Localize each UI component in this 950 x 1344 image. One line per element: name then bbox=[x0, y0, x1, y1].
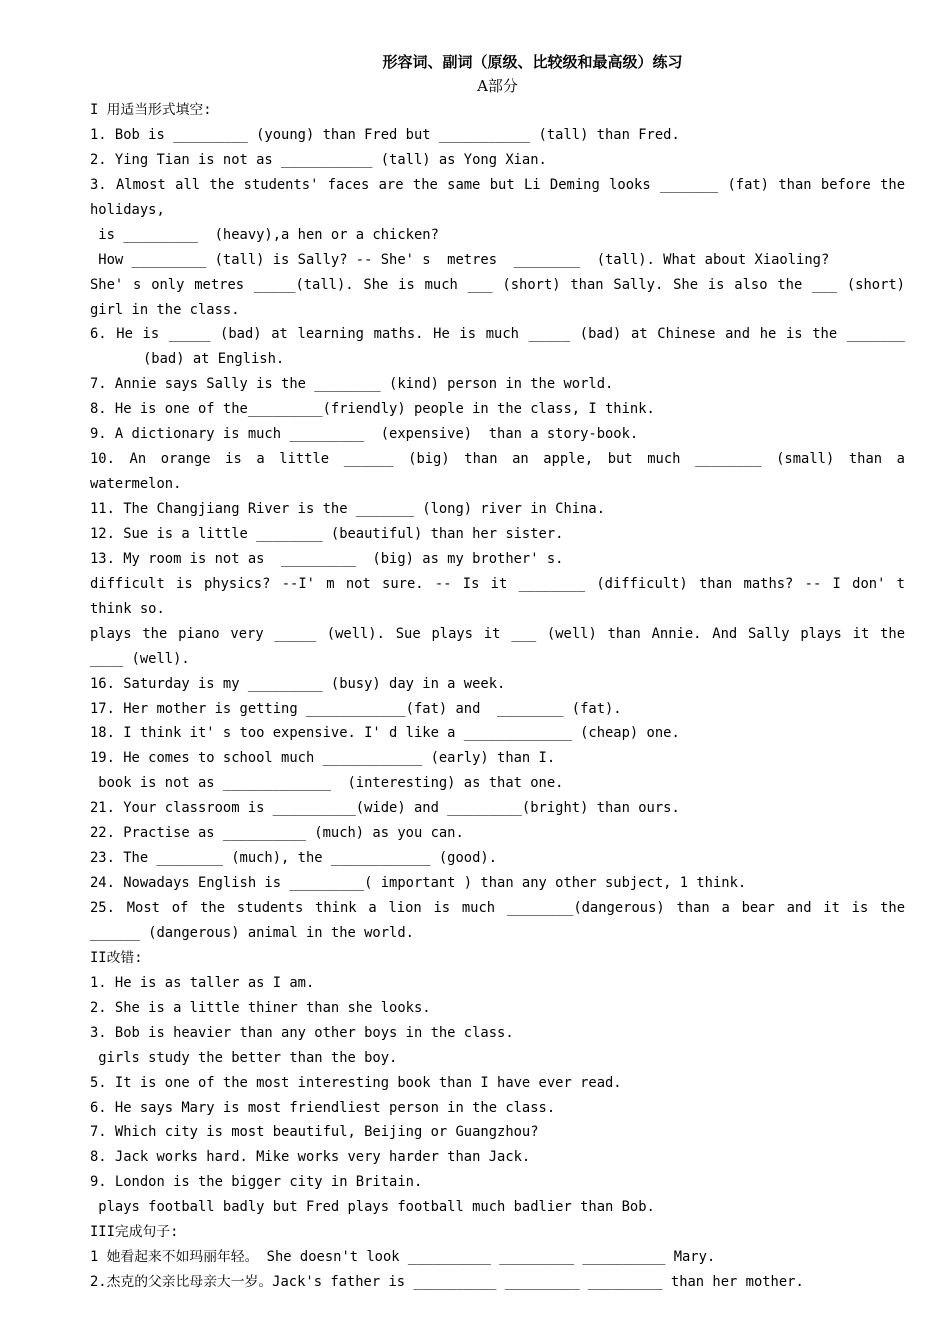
exercise-line: III完成句子: bbox=[90, 1224, 179, 1241]
exercise-line: girls study the better than the boy. bbox=[90, 1049, 398, 1066]
exercise-line: II改错: bbox=[90, 949, 143, 966]
exercise-line: 9. A dictionary is much _________ (expensive) than a story-book. bbox=[90, 426, 639, 443]
exercise-line: plays football badly but Fred plays football much badlier than Bob. bbox=[90, 1199, 655, 1216]
exercise-line: 25. Most of the students think a lion is much ________(dangerous) than a bear and it is the bbox=[90, 900, 905, 916]
exercise-line: 18. I think it' s too expensive. I' d like a _____________ (cheap) one. bbox=[90, 725, 680, 742]
exercise-line: 5. It is one of the most interesting book than I have ever read. bbox=[90, 1074, 622, 1091]
exercise-line: How _________ (tall) is Sally? -- She' s metres ________ (tall). What about Xiaoling? bbox=[90, 251, 830, 268]
exercise-line: 8. Jack works hard. Mike works very harder than Jack. bbox=[90, 1149, 531, 1166]
exercise-line: 9. London is the bigger city in Britain. bbox=[90, 1174, 423, 1191]
exercise-line: 11. The Changjiang River is the _______ (long) river in China. bbox=[90, 501, 605, 517]
exercise-line: She' s only metres _____(tall). She is much ___ (short) than Sally. She is also the ___ (short) bbox=[90, 276, 905, 293]
exercise-line: 1 她看起来不如玛丽年轻。 She doesn't look __________ _________ __________ Mary. bbox=[90, 1249, 716, 1266]
exercise-line: girl in the class. bbox=[90, 301, 240, 318]
exercise-line: plays the piano very _____ (well). Sue plays it ___ (well) than Annie. And Sally plays it the bbox=[90, 625, 905, 642]
exercise-line: 16. Saturday is my _________ (busy) day in a week. bbox=[90, 675, 506, 692]
exercise-line: 3. Almost all the students' faces are the same but Li Deming looks _______ (fat) than before the bbox=[90, 176, 905, 193]
exercise-line: holidays, bbox=[90, 201, 165, 218]
exercise-line: 6. He is _____ (bad) at learning maths. He is much _____ (bad) at Chinese and he is the _______ bbox=[90, 326, 905, 343]
exercise-line: book is not as _____________ (interesting) as that one. bbox=[90, 775, 564, 792]
worksheet-page bbox=[90, 50, 905, 1295]
exercise-line: ______ (dangerous) animal in the world. bbox=[90, 924, 414, 941]
document-title: 形容词、副词（原级、比较级和最高级）练习 bbox=[382, 53, 683, 71]
exercise-line: difficult is physics? --I' m not sure. -- Is it ________ (difficult) than maths? -- I don' t bbox=[90, 575, 905, 592]
exercise-line: 3. Bob is heavier than any other boys in the class. bbox=[90, 1024, 514, 1041]
exercise-line: 19. He comes to school much ____________ (early) than I. bbox=[90, 750, 556, 767]
exercise-line: 23. The ________ (much), the ____________ (good). bbox=[90, 850, 498, 867]
exercise-line: I 用适当形式填空: bbox=[90, 102, 212, 118]
exercise-line: 12. Sue is a little ________ (beautiful) than her sister. bbox=[90, 525, 564, 542]
exercise-line: watermelon. bbox=[90, 476, 182, 493]
exercise-lines bbox=[90, 98, 905, 1295]
exercise-line: 2. She is a little thiner than she looks. bbox=[90, 999, 431, 1016]
exercise-line: 24. Nowadays English is _________( important ) than any other subject, 1 think. bbox=[90, 875, 747, 892]
exercise-line: 2.杰克的父亲比母亲大一岁。Jack's father is __________ _________ _________ than her mother. bbox=[90, 1274, 804, 1291]
exercise-line: 1. Bob is _________ (young) than Fred but ___________ (tall) than Fred. bbox=[90, 126, 680, 143]
exercise-line: 17. Her mother is getting ____________(fat) and ________ (fat). bbox=[90, 700, 622, 717]
exercise-line: 22. Practise as __________ (much) as you can. bbox=[90, 825, 464, 842]
exercise-line: 13. My room is not as _________ (big) as my brother' s. bbox=[90, 550, 564, 567]
exercise-line: ____ (well). bbox=[90, 650, 190, 667]
exercise-line: 2. Ying Tian is not as ___________ (tall) as Yong Xian. bbox=[90, 151, 547, 168]
exercise-line: 1. He is as taller as I am. bbox=[90, 974, 315, 991]
exercise-line: 7. Which city is most beautiful, Beijing or Guangzhou? bbox=[90, 1124, 539, 1141]
exercise-line: 10. An orange is a little ______ (big) than an apple, but much ________ (small) than a bbox=[90, 451, 905, 468]
document-subtitle: A部分 bbox=[477, 77, 518, 95]
exercise-line: 6. He says Mary is most friendliest person in the class. bbox=[90, 1099, 556, 1116]
exercise-line: (bad) at English. bbox=[143, 351, 285, 368]
exercise-line: think so. bbox=[90, 600, 165, 617]
exercise-line: 8. He is one of the_________(friendly) people in the class, I think. bbox=[90, 401, 655, 418]
exercise-line: 21. Your classroom is __________(wide) and _________(bright) than ours. bbox=[90, 800, 680, 817]
exercise-line: 7. Annie says Sally is the ________ (kind) person in the world. bbox=[90, 376, 614, 393]
exercise-line: is _________ (heavy),a hen or a chicken? bbox=[90, 226, 439, 243]
